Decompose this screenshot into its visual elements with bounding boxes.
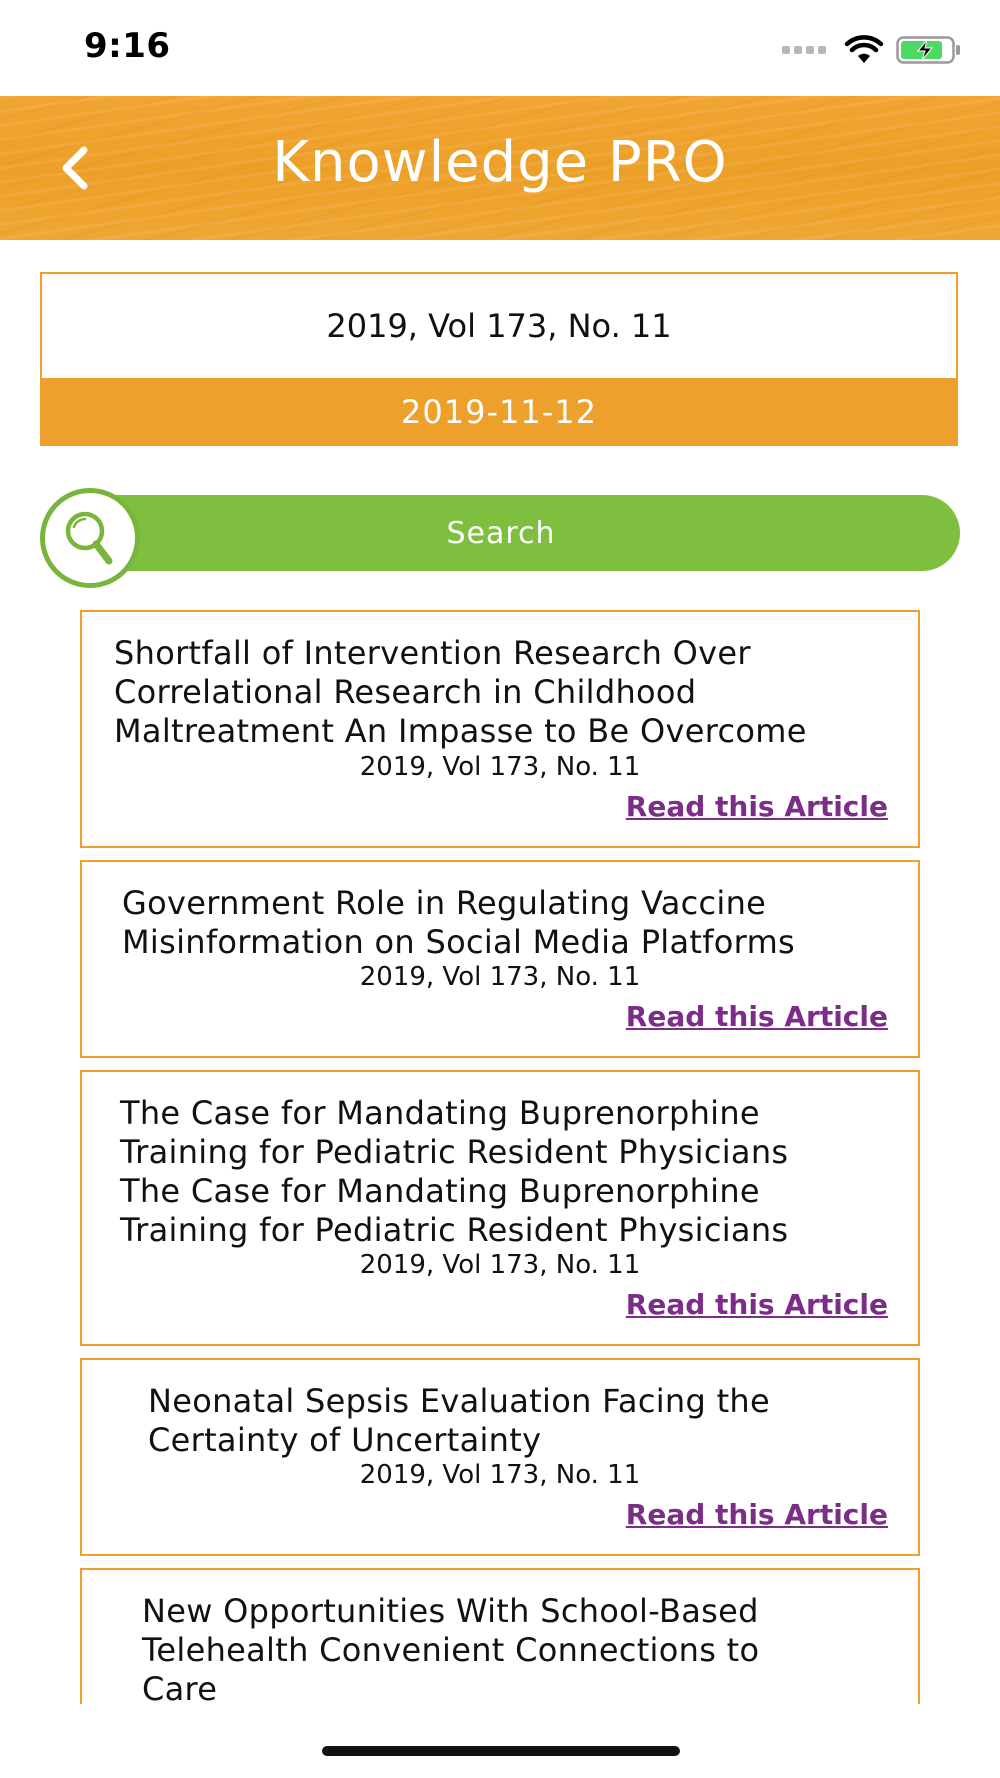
- status-time: 9:16: [84, 26, 171, 66]
- article-list: [80, 610, 920, 1704]
- issue-date: 2019-11-12: [40, 378, 958, 446]
- battery-icon: [896, 35, 962, 65]
- search-label: Search: [446, 515, 556, 551]
- read-article-link[interactable]: Read this Article: [625, 1000, 888, 1033]
- issue-info-box: [40, 272, 958, 446]
- app-title: Knowledge PRO: [272, 130, 728, 195]
- wifi-icon: [844, 35, 884, 65]
- app-header: [0, 96, 1000, 240]
- article-card: [80, 1568, 920, 1704]
- article-card: [80, 1070, 920, 1346]
- status-bar: [0, 0, 1000, 96]
- article-title: Shortfall of Intervention Research Over Correlational Research in Childhood Maltreatment An Impasse to Be Overcome: [114, 634, 807, 750]
- article-volume: 2019, Vol 173, No. 11: [359, 1250, 641, 1280]
- home-indicator[interactable]: [322, 1746, 680, 1756]
- article-volume: 2019, Vol 173, No. 11: [359, 962, 641, 992]
- article-volume: 2019, Vol 173, No. 11: [359, 752, 641, 782]
- read-article-link[interactable]: Read this Article: [625, 1498, 888, 1531]
- article-card: [80, 610, 920, 848]
- status-icons: [782, 32, 962, 68]
- search-button[interactable]: [42, 495, 960, 571]
- cellular-signal-icon: [782, 46, 826, 54]
- article-card: [80, 1358, 920, 1556]
- search-icon-badge[interactable]: [40, 488, 140, 588]
- article-title: The Case for Mandating Buprenorphine Training for Pediatric Resident Physicians The Case for Mandating Buprenorphine Training for Pediatric Resident Physicians: [120, 1094, 789, 1249]
- article-title: Neonatal Sepsis Evaluation Facing the Certainty of Uncertainty: [148, 1382, 770, 1459]
- issue-volume-title: 2019, Vol 173, No. 11: [326, 307, 672, 345]
- read-article-link[interactable]: Read this Article: [625, 1288, 888, 1321]
- search-icon: [59, 507, 121, 569]
- article-card: [80, 860, 920, 1058]
- article-volume: 2019, Vol 173, No. 11: [359, 1460, 641, 1490]
- article-title: New Opportunities With School-Based Telehealth Convenient Connections to Care: [142, 1592, 760, 1704]
- article-title: Government Role in Regulating Vaccine Misinformation on Social Media Platforms: [122, 884, 796, 961]
- read-article-link[interactable]: Read this Article: [625, 790, 888, 823]
